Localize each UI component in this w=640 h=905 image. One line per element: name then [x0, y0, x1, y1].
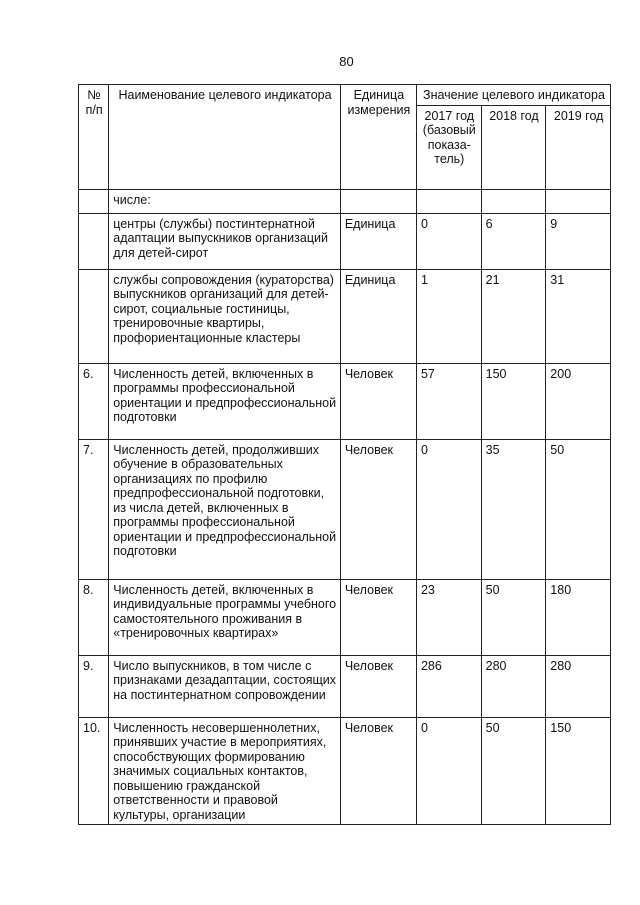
- cell-unit: Единица: [340, 269, 416, 363]
- table-row: [79, 717, 611, 825]
- cell-2017: 0: [416, 717, 481, 825]
- cell-num: 9.: [79, 655, 109, 717]
- cell-2019: 280: [546, 655, 611, 717]
- cell-name: Численность детей, включенных в программы профессиональной ориентации и предпрофессиональной подготовки: [109, 363, 341, 439]
- header-year-2018: 2018 год: [481, 105, 546, 189]
- cell-2017: 0: [416, 439, 481, 579]
- cell-num: [79, 269, 109, 363]
- cell-2018: [481, 189, 546, 213]
- header-name: Наименование целевого индикатора: [109, 85, 341, 190]
- cell-2017: 57: [416, 363, 481, 439]
- table-row: [79, 439, 611, 579]
- cell-2019: 9: [546, 213, 611, 269]
- cell-2017: 23: [416, 579, 481, 655]
- cell-2018: 35: [481, 439, 546, 579]
- cell-unit: Человек: [340, 363, 416, 439]
- cell-2019: 150: [546, 717, 611, 825]
- table-row: [79, 213, 611, 269]
- cell-2017: 286: [416, 655, 481, 717]
- cell-2019: 50: [546, 439, 611, 579]
- cell-2017: 0: [416, 213, 481, 269]
- table-row: [79, 189, 611, 213]
- cell-num: 6.: [79, 363, 109, 439]
- cell-2017: [416, 189, 481, 213]
- cell-2018: 50: [481, 579, 546, 655]
- cell-2018: 50: [481, 717, 546, 825]
- cell-name: Численность несовершеннолетних, принявших участие в мероприятиях, способствующих формированию значимых социальных контактов, повышению гражданской ответственности и правовой культуры, организации: [109, 717, 341, 825]
- cell-2019: 31: [546, 269, 611, 363]
- cell-name: центры (службы) постинтернатной адаптации выпускников организаций для детей-сирот: [109, 213, 341, 269]
- header-year-2017: 2017 год (базовый показа-тель): [416, 105, 481, 189]
- cell-num: 8.: [79, 579, 109, 655]
- cell-name: Число выпускников, в том числе с признаками дезадаптации, состоящих на постинтернатном сопровождении: [109, 655, 341, 717]
- cell-unit: [340, 189, 416, 213]
- table-row: [79, 269, 611, 363]
- cell-2018: 150: [481, 363, 546, 439]
- cell-num: [79, 213, 109, 269]
- header-value-group: Значение целевого индикатора: [416, 85, 610, 106]
- table-row: [79, 579, 611, 655]
- cell-name: службы сопровождения (кураторства) выпускников организаций для детей-сирот, социальные гостиницы, тренировочные квартиры, профориентационные кластеры: [109, 269, 341, 363]
- cell-name: Численность детей, включенных в индивидуальные программы учебного самостоятельного проживания в «тренировочных квартирах»: [109, 579, 341, 655]
- table-header-row: [79, 85, 611, 106]
- cell-2017: 1: [416, 269, 481, 363]
- cell-2019: 180: [546, 579, 611, 655]
- page-number: 80: [339, 54, 354, 69]
- cell-2019: [546, 189, 611, 213]
- cell-2018: 6: [481, 213, 546, 269]
- cell-2019: 200: [546, 363, 611, 439]
- cell-name: Численность детей, продолживших обучение в образовательных организациях по профилю предпрофессиональной подготовки, из числа детей, включенных в программы профессиональной ориентации и предпрофессиональной подготовки: [109, 439, 341, 579]
- cell-unit: Единица: [340, 213, 416, 269]
- header-unit: Единица измерения: [340, 85, 416, 190]
- cell-2018: 21: [481, 269, 546, 363]
- cell-unit: Человек: [340, 579, 416, 655]
- cell-2018: 280: [481, 655, 546, 717]
- indicator-table: [78, 84, 611, 825]
- cell-num: 10.: [79, 717, 109, 825]
- cell-unit: Человек: [340, 655, 416, 717]
- cell-name: числе:: [109, 189, 341, 213]
- header-num: № п/п: [79, 85, 109, 190]
- cell-num: 7.: [79, 439, 109, 579]
- cell-unit: Человек: [340, 717, 416, 825]
- cell-unit: Человек: [340, 439, 416, 579]
- header-year-2019: 2019 год: [546, 105, 611, 189]
- table-row: [79, 655, 611, 717]
- cell-num: [79, 189, 109, 213]
- table-row: [79, 363, 611, 439]
